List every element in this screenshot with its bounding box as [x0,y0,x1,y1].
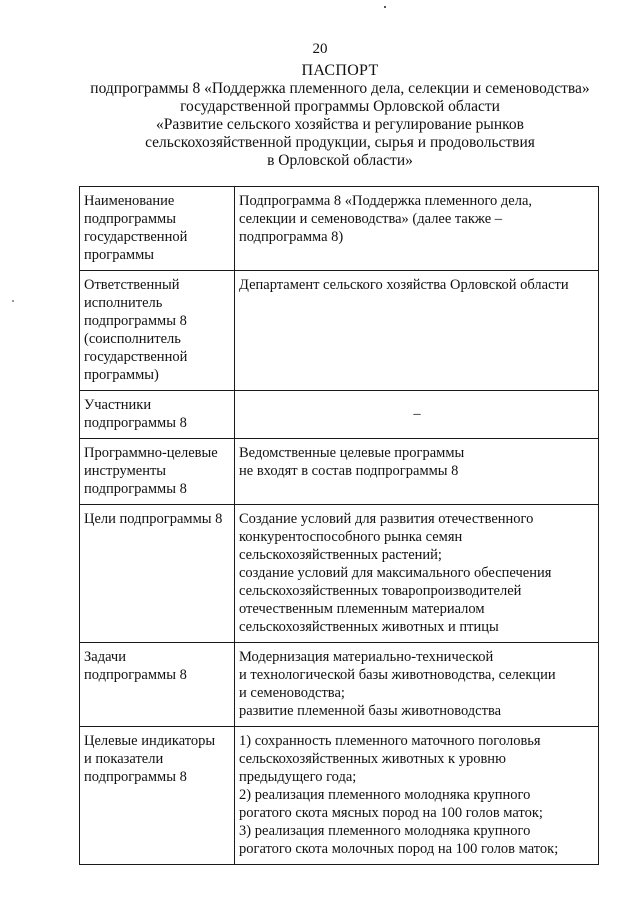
value-line: и семеноводства; [239,685,345,701]
heading-line: в Орловской области» [267,152,413,169]
label-line: подпрограммы 8 [84,313,187,329]
heading-line: «Развитие сельского хозяйства и регулирование рынков [156,116,524,133]
row-value [235,391,599,439]
label-line: Ответственный [84,277,180,293]
value-line: сельскохозяйственных товаропроизводителей [239,583,522,599]
row-value [235,727,599,865]
label-line: программы [84,247,154,263]
label-line: подпрограммы 8 [84,415,187,431]
value-line: Создание условий для развития отечественного [239,511,534,527]
value-line: Ведомственные целевые программы [239,445,465,461]
value-line: Департамент сельского хозяйства Орловской области [239,277,569,293]
value-line: 3) реализация племенного молодняка крупного [239,823,531,839]
value-line: селекции и семеноводства» (далее также – [239,211,503,227]
passport-table [79,186,599,865]
table-row [80,439,599,505]
label-line: подпрограммы 8 [84,481,187,497]
heading-line: сельскохозяйственной продукции, сырья и продовольствия [145,134,535,151]
label-line: Задачи [84,649,126,665]
value-line: конкурентоспособного рынка семян [239,529,463,545]
row-label [80,505,235,643]
label-line: программы) [84,367,159,383]
label-line: Цели подпрограммы 8 [84,511,223,527]
label-line: подпрограммы 8 [84,667,187,683]
scan-speck-left [12,300,14,302]
value-line: предыдущего года; [239,769,357,785]
value-line: рогатого скота молочных пород на 100 голов маток; [239,841,559,857]
table-row [80,505,599,643]
heading-line: государственной программы Орловской области [180,98,500,115]
value-line: сельскохозяйственных животных и птицы [239,619,499,635]
row-label [80,271,235,391]
row-value [235,187,599,271]
value-line: сельскохозяйственных животных к уровню [239,751,506,767]
value-line: отечественным племенным материалом [239,601,485,617]
row-label [80,187,235,271]
label-line: и показатели [84,751,164,767]
empty-dash: – [413,406,421,422]
value-line: 1) сохранность племенного маточного поголовья [239,733,541,749]
row-label [80,643,235,727]
table-row [80,727,599,865]
row-value [235,439,599,505]
label-line: Программно-целевые [84,445,218,461]
row-value [235,643,599,727]
table-row [80,643,599,727]
value-line: развитие племенной базы животноводства [239,703,502,719]
label-line: подпрограммы 8 [84,769,187,785]
value-line: 2) реализация племенного молодняка крупного [239,787,531,803]
value-line: Подпрограмма 8 «Поддержка племенного дела, [239,193,533,209]
table-row [80,187,599,271]
label-line: исполнитель [84,295,163,311]
value-line: не входят в состав подпрограммы 8 [239,463,459,479]
label-line: (соисполнитель [84,331,181,347]
label-line: государственной [84,349,188,365]
row-label [80,727,235,865]
table-row [80,391,599,439]
page-number: 20 [312,41,328,57]
row-label [80,439,235,505]
label-line: Наименование [84,193,175,209]
label-line: Целевые индикаторы [84,733,216,749]
label-line: инструменты [84,463,167,479]
value-line: подпрограмма 8) [239,229,344,245]
row-value [235,505,599,643]
document-heading [60,62,620,170]
label-line: государственной [84,229,188,245]
heading-line: подпрограммы 8 «Поддержка племенного дела, селекции и семеноводства» [90,80,590,97]
label-line: Участники [84,397,152,413]
row-value [235,271,599,391]
document-title: ПАСПОРТ [301,62,379,79]
value-line: и технологической базы животноводства, селекции [239,667,556,683]
value-line: Модернизация материально-технической [239,649,494,665]
value-line: создание условий для максимального обеспечения [239,565,552,581]
row-label [80,391,235,439]
value-line: сельскохозяйственных растений; [239,547,442,563]
value-line: рогатого скота мясных пород на 100 голов маток; [239,805,543,821]
label-line: подпрограммы [84,211,176,227]
table-row [80,271,599,391]
scan-speck-top [384,6,386,8]
